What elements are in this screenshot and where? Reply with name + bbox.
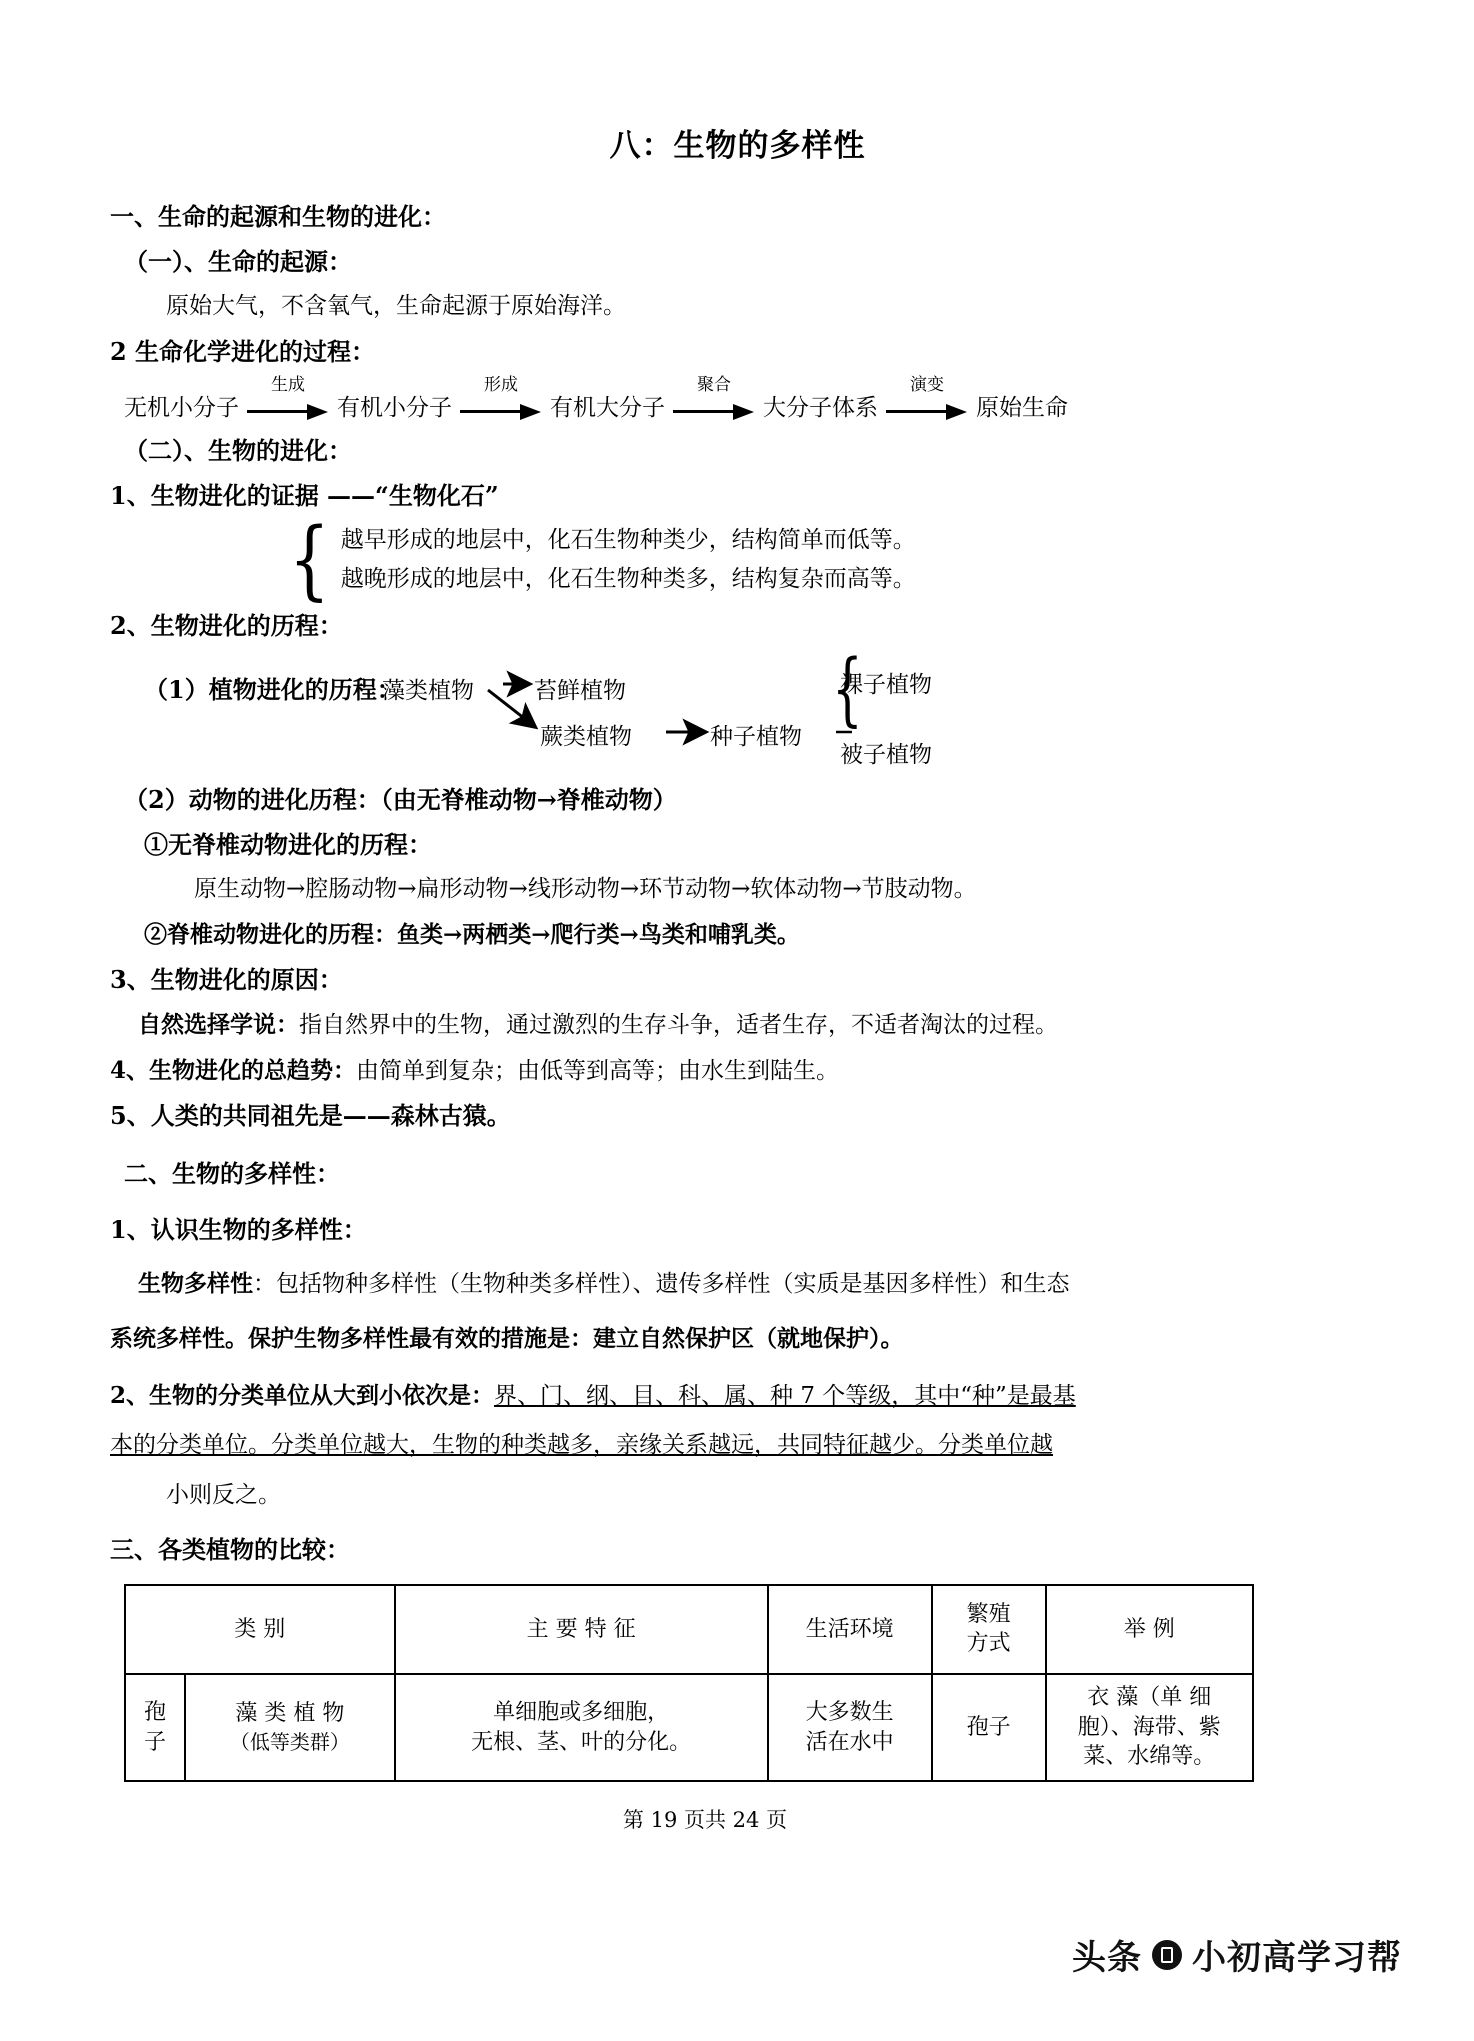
table-header-reproduction-line1: 繁殖 — [966, 1601, 1011, 1627]
section-heading-2: 二、生物的多样性： — [124, 1159, 340, 1189]
common-ancestor-line: 5、人类的共同祖先是——森林古猿。 — [110, 1101, 511, 1131]
arrow-shaft — [247, 410, 311, 413]
table-header-feature: 主 要 特 征 — [395, 1585, 768, 1674]
vertebrate-label: ②脊椎动物进化的历程：鱼类→两栖类→爬行类→鸟类和哺乳类。 — [144, 920, 800, 948]
origin-of-life-text: 原始大气，不含氧气，生命起源于原始海洋。 — [166, 293, 626, 319]
subsection-heading-2-1: 1、认识生物的多样性： — [110, 1215, 367, 1245]
chain-arrow-1-icon — [458, 374, 544, 425]
arrow-head — [520, 404, 541, 420]
chain-arrow-label-3: 演变 — [910, 374, 944, 395]
plant-evolution-diagram — [110, 641, 1365, 776]
table-cell-feature — [395, 1674, 768, 1781]
chain-arrow-label-0: 生成 — [271, 374, 305, 395]
watermark-account: 小初高学习帮 — [1192, 1938, 1402, 1978]
plant-name-line1: 藻 类 植 物 — [235, 1701, 345, 1727]
fossil-line-0: 越早形成的地层中，化石生物种类少，结构简单而低等。 — [340, 526, 916, 553]
example-line3: 菜、水绵等。 — [1083, 1744, 1216, 1770]
plant-node-seed: 种子植物 — [710, 723, 802, 750]
arrow-shaft — [886, 410, 950, 413]
plant-comparison-table — [124, 1584, 1254, 1782]
biodiversity-line-2 — [110, 1321, 1365, 1358]
plant-node-gymnosperm: 裸子植物 — [840, 671, 932, 698]
evolution-reason-heading: 3、生物进化的原因： — [110, 965, 343, 995]
plant-node-fern: 蕨类植物 — [540, 723, 632, 750]
plant-diagram-arrows — [110, 660, 1365, 776]
group-char-1: 孢 — [144, 1699, 167, 1725]
chain-arrow-label-2: 聚合 — [697, 374, 731, 395]
chain-arrow-label-1: 形成 — [484, 374, 518, 395]
evolution-trend-label: 4、生物进化的总趋势： — [110, 1056, 357, 1084]
environment-line2: 活在水中 — [805, 1729, 894, 1755]
page-title: 八：生物的多样性 — [609, 128, 866, 164]
arrow-head — [307, 404, 328, 420]
table-header-environment: 生活环境 — [768, 1585, 932, 1674]
table-row — [125, 1674, 1253, 1781]
chain-arrow-3-icon — [884, 374, 970, 425]
biodiversity-text-2a: 系统多样性。 — [110, 1325, 248, 1353]
biodiversity-text-1: ：包括物种多样性（生物种类多样性）、遗传多样性（实质是基因多样性）和生态 — [253, 1271, 1070, 1298]
chain-node-2: 有机大分子 — [550, 395, 665, 422]
classification-line-1 — [110, 1378, 1365, 1415]
arrow-head — [733, 404, 754, 420]
table-cell-group — [125, 1674, 185, 1781]
table-cell-name — [185, 1674, 394, 1781]
table-header-category: 类 别 — [125, 1585, 395, 1674]
evolution-evidence-heading: 1、生物进化的证据 ——“生物化石” — [110, 480, 499, 510]
evolution-trend-text: 由简单到复杂；由低等到高等；由水生到陆生。 — [356, 1057, 840, 1084]
classification-line-2: 本的分类单位。分类单位越大，生物的种类越多，亲缘关系越远，共同特征越少。分类单位越 — [110, 1432, 1053, 1459]
plant-node-bryophyte: 苔鲜植物 — [534, 677, 626, 704]
table-cell-example — [1046, 1674, 1253, 1781]
section-heading-1: 一、生命的起源和生物的进化： — [110, 202, 446, 231]
chain-node-0: 无机小分子 — [124, 395, 239, 422]
table-cell-reproduction: 孢子 — [932, 1674, 1046, 1781]
classification-text-1: 界、门、纲、目、科、属、种 7 个等级，其中“种”是最基 — [494, 1382, 1076, 1409]
plant-diagram-lead: （1）植物进化的历程： — [144, 674, 401, 704]
natural-selection-term: 自然选择学说： — [138, 1011, 299, 1039]
table-header-reproduction-line2: 方式 — [966, 1631, 1011, 1657]
subsection-heading-1-1: （一）、生命的起源： — [124, 247, 352, 276]
invertebrate-chain: 原生动物→腔肠动物→扁形动物→线形动物→环节动物→软体动物→节肢动物。 — [194, 875, 977, 902]
chain-node-1: 有机小分子 — [337, 395, 452, 422]
seed-plant-brace-icon: { — [832, 641, 863, 735]
chemical-evolution-chain — [124, 374, 1365, 425]
fossil-line-1: 越晚形成的地层中，化石生物种类多，结构复杂而高等。 — [340, 566, 916, 593]
natural-selection-line — [138, 1007, 1365, 1044]
document-content — [110, 120, 1365, 1834]
table-header-example: 举 例 — [1046, 1585, 1253, 1674]
watermark — [1072, 1930, 1402, 1979]
group-char-2: 子 — [144, 1729, 167, 1755]
page-footer: 第 19 页共 24 页 — [622, 1808, 788, 1833]
fossil-brace-block — [282, 509, 1365, 610]
chain-node-3: 大分子体系 — [763, 395, 878, 422]
plant-node-angiosperm: 被子植物 — [840, 741, 932, 768]
arrow-head — [946, 404, 967, 420]
biodiversity-line-1 — [138, 1266, 1365, 1303]
animal-evolution-heading: （2）动物的进化历程：（由无脊椎动物→脊椎动物） — [124, 784, 677, 814]
subsection-heading-1-2: （二）、生物的进化： — [124, 435, 352, 465]
plant-node-algae: 藻类植物 — [382, 677, 474, 704]
table-header-reproduction — [932, 1585, 1046, 1674]
left-brace-icon: { — [288, 509, 330, 610]
table-header-row — [125, 1585, 1253, 1674]
section-heading-3: 三、各类植物的比较： — [110, 1534, 350, 1564]
biodiversity-text-2c: 建立自然保护区（就地保护）。 — [593, 1325, 904, 1353]
chain-node-4: 原始生命 — [976, 395, 1068, 422]
biodiversity-text-2b: 保护生物多样性最有效的措施是： — [248, 1325, 593, 1353]
example-line1: 衣 藻（单 细 — [1087, 1685, 1212, 1711]
feature-line1: 单细胞或多细胞， — [493, 1699, 670, 1725]
feature-line2: 无根、茎、叶的分化。 — [471, 1729, 692, 1755]
arrow-shaft — [673, 410, 737, 413]
chain-arrow-0-icon — [245, 374, 331, 425]
arrow-shaft — [460, 410, 524, 413]
evolution-process-heading: 2、生物进化的历程： — [110, 610, 343, 640]
biodiversity-term: 生物多样性 — [138, 1270, 253, 1298]
fossil-lines — [341, 523, 916, 598]
chain-arrow-2-icon — [671, 374, 757, 425]
chemical-evolution-heading: 2 生命化学进化的过程： — [110, 336, 376, 366]
plant-name-line2: （低等类群） — [229, 1729, 350, 1754]
classification-line-3: 小则反之。 — [166, 1482, 281, 1509]
natural-selection-text: 指自然界中的生物，通过激烈的生存斗争，适者生存，不适者淘汰的过程。 — [299, 1012, 1058, 1039]
example-line2: 胞）、海带、紫 — [1077, 1714, 1221, 1740]
environment-line1: 大多数生 — [805, 1699, 894, 1725]
classification-label: 2、生物的分类单位从大到小依次是： — [110, 1381, 495, 1409]
watermark-brand: 头条 — [1072, 1938, 1142, 1978]
vertebrate-line — [144, 917, 1365, 954]
watermark-logo-icon — [1152, 1940, 1182, 1970]
evolution-trend-line — [110, 1053, 1365, 1090]
table-cell-environment — [768, 1674, 932, 1781]
invertebrate-heading: ①无脊椎动物进化的历程： — [144, 829, 432, 859]
